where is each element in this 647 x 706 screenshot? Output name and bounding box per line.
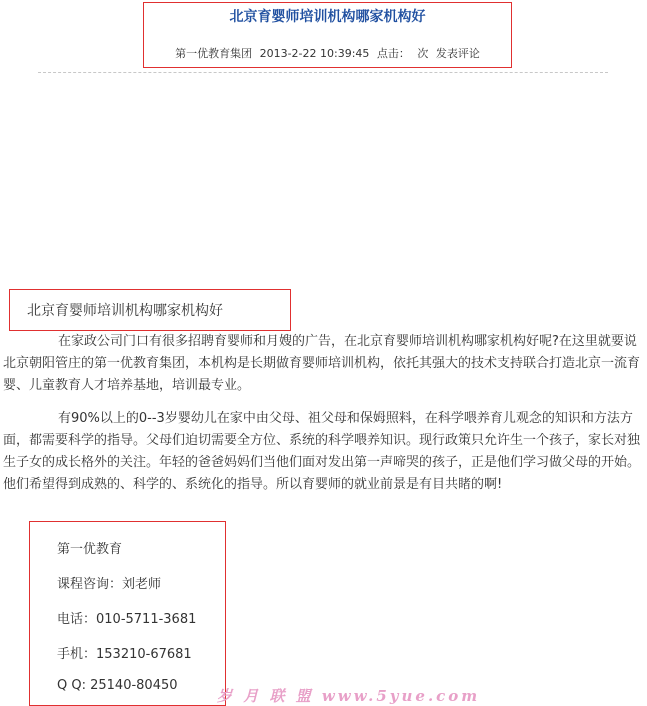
- post-comment-link[interactable]: 发表评论: [435, 47, 480, 60]
- author: 第一优教育集团: [175, 47, 253, 60]
- article-title: 北京育婴师培训机构哪家机构好: [229, 9, 426, 25]
- clicks-unit: 次: [417, 47, 429, 60]
- article-body: [3, 331, 643, 507]
- contact-mobile: 手机：153210-67681: [57, 647, 192, 662]
- content-subtitle: 北京育婴师培训机构哪家机构好: [27, 303, 223, 319]
- clicks-label: 点击：: [376, 47, 410, 60]
- paragraph: 在家政公司门口有很多招聘育婴师和月嫂的广告，在北京育婴师培训机构哪家机构好呢?在这里就要说北京朝阳管庄的第一优教育集团，本机构是长期做育婴师培训机构，依托其强大的技术支持联合打造北京一流育婴、儿童教育人才培养基地，培训最专业。: [3, 334, 641, 393]
- contact-qq: Q Q: 25140-80450: [57, 678, 178, 693]
- contact-phone: 电话：010-5711-3681: [57, 612, 197, 627]
- paragraph: 有90%以上的0--3岁婴幼儿在家中由父母、祖父母和保姆照料，在科学喂养育儿观念的知识和方法方面，都需要科学的指导。父母们迫切需要全方位、系统的科学喂养知识。现行政策只允许生一个孩子，家长对独生子女的成长格外的关注。年轻的爸爸妈妈们当他们面对发出第一声啼哭的孩子，正是他们学习做父母的开始。他们希望得到成熟的、科学的、系统化的指导。所以育婴师的就业前景是有目共睹的啊!: [3, 411, 641, 492]
- contact-org: 第一优教育: [57, 542, 123, 557]
- contact-consult: 课程咨询：刘老师: [57, 577, 162, 592]
- publish-datetime: 2013-2-22 10:39:45: [259, 47, 370, 60]
- article-meta: [143, 45, 512, 61]
- divider: [38, 72, 608, 73]
- watermark: 岁 月 联 盟 www.5yue.com: [217, 687, 481, 705]
